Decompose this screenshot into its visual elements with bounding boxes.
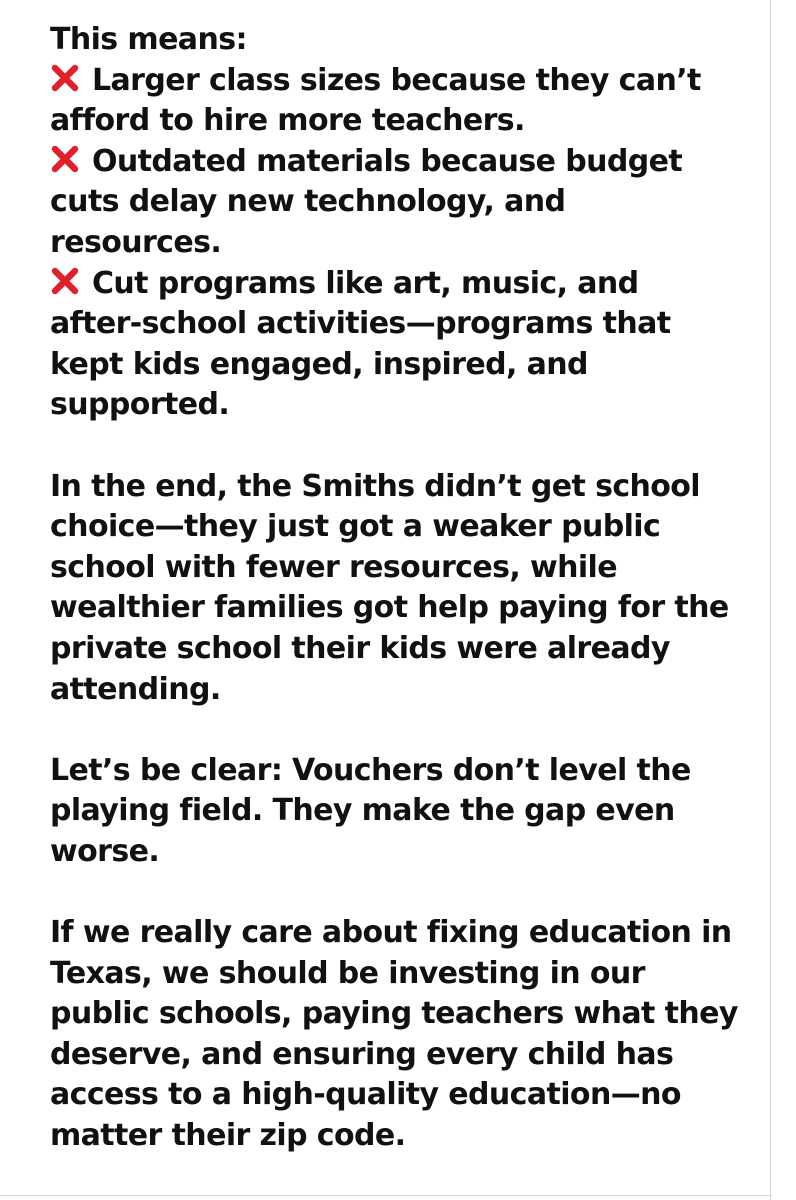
paragraph-line: wealthier families got help paying for the bbox=[50, 590, 729, 626]
bullet-item bbox=[50, 61, 750, 142]
paragraph-line: Let’s be clear: Vouchers don’t level the bbox=[50, 752, 691, 788]
paragraph-line: In the end, the Smiths didn’t get school bbox=[50, 468, 700, 504]
paragraph-line: worse. bbox=[50, 833, 160, 869]
paragraph-line: choice—they just got a weaker public bbox=[50, 509, 661, 545]
paragraph-line: access to a high-quality education—no bbox=[50, 1077, 681, 1113]
bullet-text: after-school activities—programs that bbox=[50, 306, 671, 342]
paragraph-line: private school their kids were already bbox=[50, 630, 670, 666]
paragraph-gap bbox=[50, 426, 750, 467]
paragraph-line: school with fewer resources, while bbox=[50, 549, 617, 585]
page-right-border bbox=[770, 0, 771, 1200]
page-bottom-border bbox=[0, 1195, 772, 1196]
document-body bbox=[50, 20, 750, 1157]
bullet-text: resources. bbox=[50, 224, 222, 260]
bullet-text: Larger class sizes because they can’t bbox=[92, 62, 701, 98]
bullet-text: cuts delay new technology, and bbox=[50, 184, 566, 220]
intro-line: This means: bbox=[50, 22, 247, 57]
paragraph-line: attending. bbox=[50, 671, 221, 707]
paragraph-line: matter their zip code. bbox=[50, 1118, 406, 1154]
paragraph-line: deserve, and ensuring every child has bbox=[50, 1036, 674, 1072]
cross-mark-icon bbox=[50, 266, 80, 296]
bullet-text: kept kids engaged, inspired, and bbox=[50, 346, 588, 382]
paragraph-line: If we really care about fixing education in bbox=[50, 915, 732, 951]
cross-mark-icon bbox=[50, 63, 80, 93]
cross-mark-icon bbox=[50, 144, 80, 174]
bullet-item bbox=[50, 264, 750, 426]
bullet-text: afford to hire more teachers. bbox=[50, 103, 525, 139]
paragraph-line: playing field. They make the gap even bbox=[50, 793, 675, 829]
paragraph-texas bbox=[50, 913, 750, 1157]
bullet-text: Cut programs like art, music, and bbox=[92, 265, 639, 301]
bullet-item bbox=[50, 142, 750, 264]
bullet-text: Outdated materials because budget bbox=[92, 143, 683, 179]
paragraph-clear bbox=[50, 751, 750, 873]
paragraph-gap bbox=[50, 710, 750, 751]
paragraph-end bbox=[50, 467, 750, 711]
paragraph-gap bbox=[50, 872, 750, 913]
bullet-text: supported. bbox=[50, 387, 230, 423]
paragraph-line: Texas, we should be investing in our bbox=[50, 955, 645, 991]
paragraph-line: public schools, paying teachers what they bbox=[50, 996, 738, 1032]
